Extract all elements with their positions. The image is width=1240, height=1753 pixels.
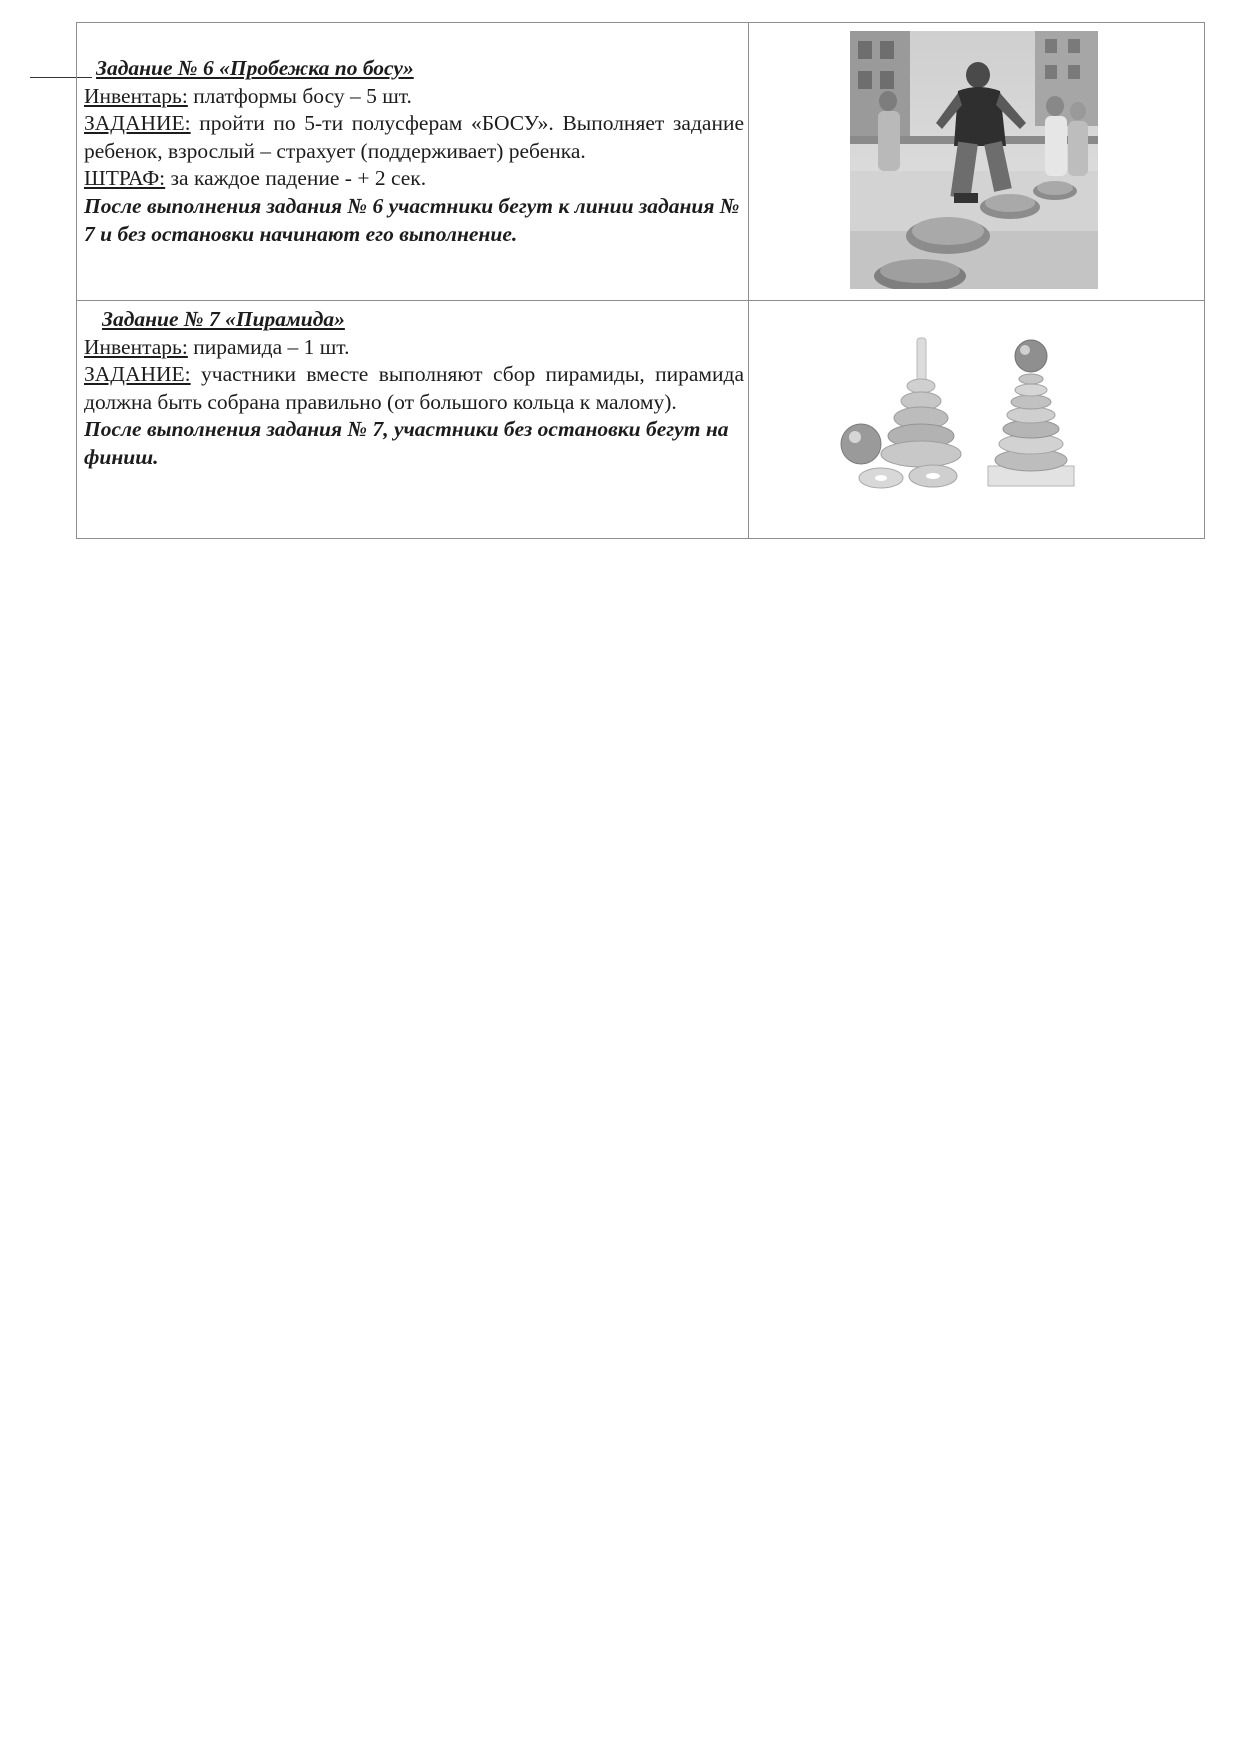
- task-7-title: Задание № 7 «Пирамида»: [102, 307, 345, 331]
- tasks-table: [76, 22, 1205, 539]
- task-6-task-value: пройти по 5-ти полусферам «БОСУ». Выполняет задание ребенок, взрослый – страхует (поддерживает) ребенка.: [84, 111, 744, 163]
- task-6-penalty: [84, 165, 744, 193]
- task-6-penalty-value: за каждое падение - + 2 сек.: [165, 166, 427, 191]
- pyramid-toys-image: [833, 326, 1123, 501]
- task-6-description: [84, 110, 744, 165]
- task-6-note: После выполнения задания № 6 участники бегут к линии задания № 7 и без остановки начинают его выполнение.: [84, 193, 740, 246]
- task-7-note: После выполнения задания № 7, участники без остановки бегут на финиш.: [84, 417, 729, 469]
- task-6-inventory-value: платформы босу – 5 шт.: [187, 83, 412, 108]
- task-7-row: [77, 301, 1205, 539]
- task-7-image-cell: [749, 301, 1205, 539]
- task-6-text-cell: [77, 23, 749, 301]
- task-6-inventory: [84, 83, 744, 111]
- task-6-row: [77, 23, 1205, 301]
- task-6-inventory-label: Инвентарь:: [84, 83, 188, 108]
- bosu-run-photo: [850, 31, 1098, 289]
- task-7-inventory-value: пирамида – 1 шт.: [187, 334, 350, 359]
- task-6-task-label: ЗАДАНИЕ:: [84, 111, 191, 136]
- task-7-text-cell: [77, 301, 749, 539]
- task-7-inventory-label: Инвентарь:: [84, 334, 188, 359]
- task-6-title: Задание № 6 «Пробежка по босу»: [96, 56, 414, 80]
- task-6-penalty-label: ШТРАФ:: [84, 166, 166, 191]
- task-7-task-value: участники вместе выполняют сбор пирамиды, пирамида должна быть собрана правильно (от большого кольца к малому).: [84, 362, 744, 414]
- task-7-description: [84, 361, 744, 416]
- task-7-inventory: [84, 334, 744, 362]
- task-7-task-label: ЗАДАНИЕ:: [84, 362, 191, 387]
- task-6-image-cell: [749, 23, 1205, 301]
